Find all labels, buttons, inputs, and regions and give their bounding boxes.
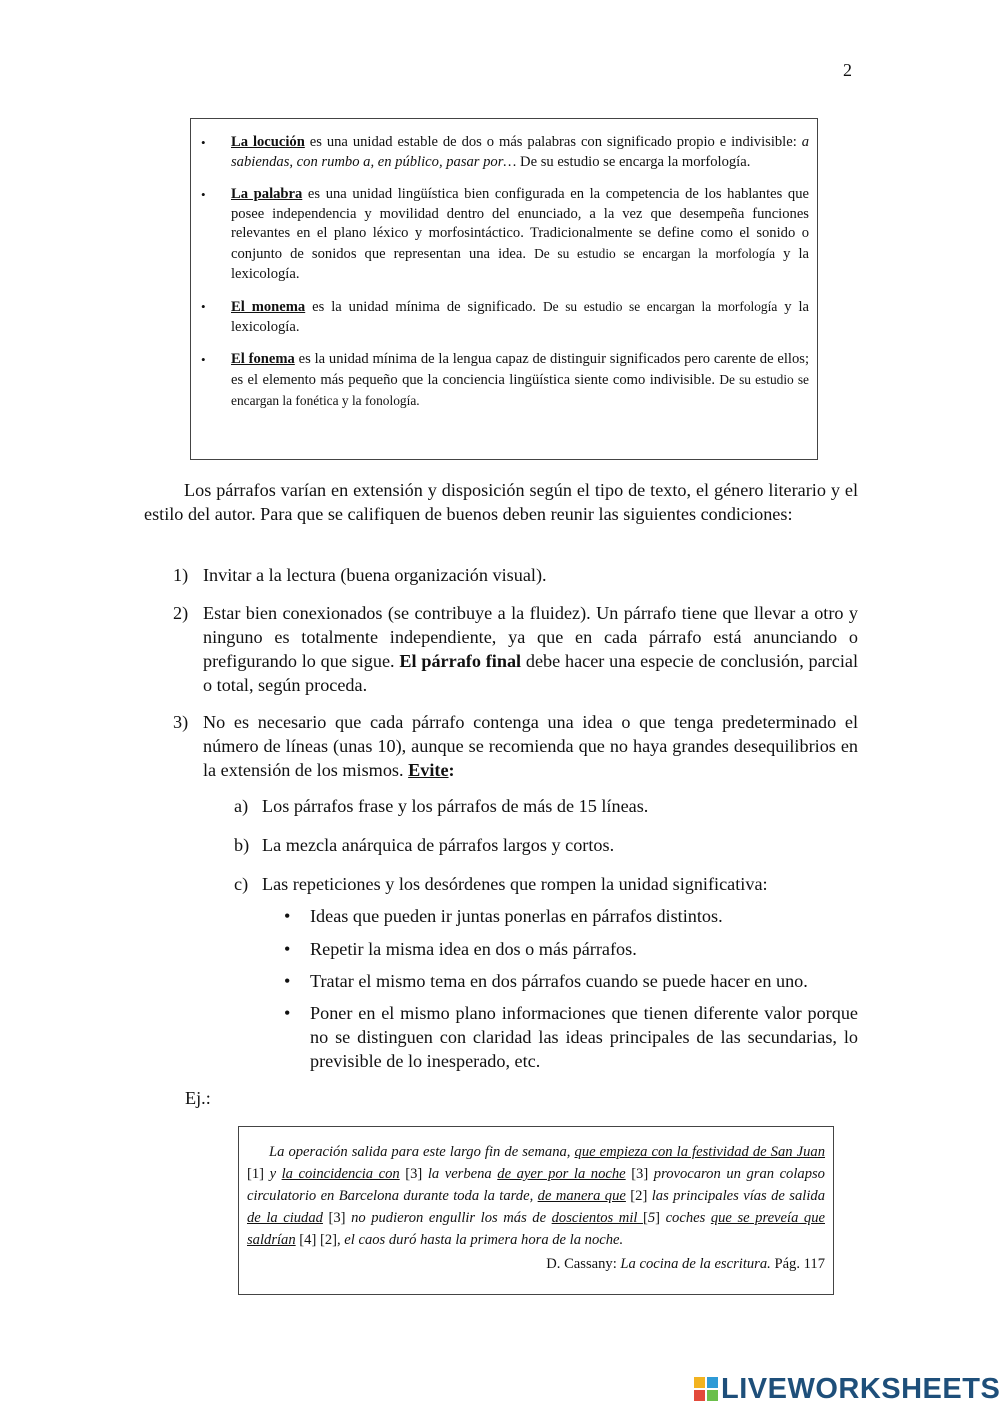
citation: D. Cassany: La cocina de la escritura. Pág. 117	[546, 1256, 825, 1272]
term: El monema	[231, 299, 306, 316]
avoid-item-c: c) Las repeticiones y los desórdenes que rompen la unidad significativa:	[234, 874, 768, 894]
liveworksheets-logo-icon	[694, 1377, 718, 1401]
example-segment: que se preveía que saldrían	[247, 1210, 825, 1248]
definition-fonema: • El fonema es la unidad mínima de la lengua capaz de distinguir significados pero carente de ellos; es el elemento más pequeño que la conciencia lingüística siente como indivisible. De su estudio se encargan la fonética y la fonología.	[201, 350, 809, 411]
term: El fonema	[231, 351, 295, 368]
example-segment: [	[642, 1210, 648, 1226]
example-segment: ]	[655, 1210, 666, 1226]
example-segment: el caos duró hasta la primera hora de la noche.	[344, 1232, 624, 1248]
bullet-icon: •	[284, 1003, 291, 1023]
avoid-item-a: a) Los párrafos frase y los párrafos de más de 15 líneas.	[234, 796, 649, 816]
example-segment: doscientos mil	[551, 1210, 643, 1226]
example-segment: [4] [2],	[295, 1232, 345, 1248]
example-segment: y	[269, 1166, 282, 1182]
example-segment: [1]	[247, 1166, 270, 1182]
bullet-icon: •	[201, 299, 206, 315]
example-segment: 5	[647, 1210, 656, 1226]
page-number: 2	[843, 60, 852, 80]
definition-monema: • El monema es la unidad mínima de significado. De su estudio se encargan la morfología y la lexicología.	[201, 297, 809, 337]
condition-3: 3) No es necesario que cada párrafo contenga una idea o que tenga predeterminado el número de líneas (unas 10), aunque se recomienda que no haya grandes desequilibrios en la extensión de los mismos. Evite:	[173, 712, 858, 780]
intro-paragraph: Los párrafos varían en extensión y disposición según el tipo de texto, el género literario y el estilo del autor. Para que se califiquen de buenos deben reunir las siguientes condiciones:	[144, 480, 858, 524]
liveworksheets-logo	[694, 1371, 1000, 1407]
bullet-item-3: • Tratar el mismo tema en dos párrafos cuando se puede hacer en uno.	[284, 971, 808, 991]
example-segment: la coincidencia con	[281, 1166, 400, 1182]
term: La locución	[231, 134, 305, 150]
condition-1: 1) Invitar a la lectura (buena organización visual).	[173, 565, 547, 585]
example-segment: no pudieron engullir los más de	[351, 1210, 552, 1226]
logo-square	[694, 1390, 705, 1401]
definition-palabra: • La palabra es una unidad lingüística bien configurada en la competencia de los hablantes que posee independencia y movilidad dentro del enunciado, a la vez que desempeña funciones relevantes en el plano léxico y morfosintáctico. Tradicionalmente se define como el sonido o conjunto de sonidos que representan una idea. De su estudio se encargan la morfología y la lexicología.	[201, 185, 809, 284]
example-box	[238, 1126, 834, 1295]
bullet-icon: •	[201, 135, 206, 150]
example-segment: de manera que	[537, 1188, 626, 1204]
example-segment: [3]	[625, 1166, 654, 1182]
example-segment: [2]	[625, 1188, 652, 1204]
bullet-item-2: • Repetir la misma idea en dos o más párrafos.	[284, 939, 637, 959]
example-segment: La operación salida para este largo fin de semana,	[269, 1144, 575, 1160]
definitions-box	[190, 118, 818, 460]
bullet-icon: •	[284, 971, 291, 991]
example-segment: provocaron un gran colapso circulatorio en Barcelona durante toda la tarde,	[247, 1166, 825, 1204]
example-segment: las principales vías de salida	[651, 1188, 825, 1204]
definition-locucion: • La locución es una unidad estable de dos o más palabras con significado propio e indivisible: a sabiendas, con rumbo a, en público, pasar por… De su estudio se encarga la morfología.	[201, 133, 809, 172]
logo-square	[707, 1390, 718, 1401]
example-segment: la verbena	[427, 1166, 498, 1182]
term: La palabra	[231, 186, 303, 203]
example-segment: coches	[665, 1210, 711, 1226]
example-text	[247, 1141, 825, 1251]
bullet-icon: •	[201, 187, 206, 203]
example-segment: de ayer por la noche	[497, 1166, 626, 1182]
bullet-item-4: • Poner en el mismo plano informaciones que tienen diferente valor porque no se distinguen con claridad las ideas principales de las secundarias, lo previsible de lo inesperado, etc.	[284, 1003, 858, 1071]
liveworksheets-logo-text: LIVEWORKSHEETS	[721, 1372, 1000, 1405]
bullet-icon: •	[201, 352, 206, 368]
logo-square	[707, 1377, 718, 1388]
example-segment: [3]	[322, 1210, 352, 1226]
example-segment: de la ciudad	[247, 1210, 323, 1226]
bullet-icon: •	[284, 939, 291, 959]
bullet-icon: •	[284, 906, 291, 926]
bullet-item-1: • Ideas que pueden ir juntas ponerlas en párrafos distintos.	[284, 906, 723, 926]
condition-2: 2) Estar bien conexionados (se contribuye a la fluidez). Un párrafo tiene que llevar a otro y ninguno es totalmente independiente, ya que en cada párrafo está anunciando o prefigurando lo que sigue. El párrafo final debe hacer una especie de conclusión, parcial o total, según proceda.	[173, 603, 859, 695]
logo-square	[694, 1377, 705, 1388]
example-segment: que empieza con la festividad de San Juan	[574, 1144, 825, 1160]
example-label: Ej.:	[185, 1088, 211, 1108]
example-segment: [3]	[399, 1166, 428, 1182]
avoid-item-b: b) La mezcla anárquica de párrafos largos y cortos.	[234, 835, 615, 855]
